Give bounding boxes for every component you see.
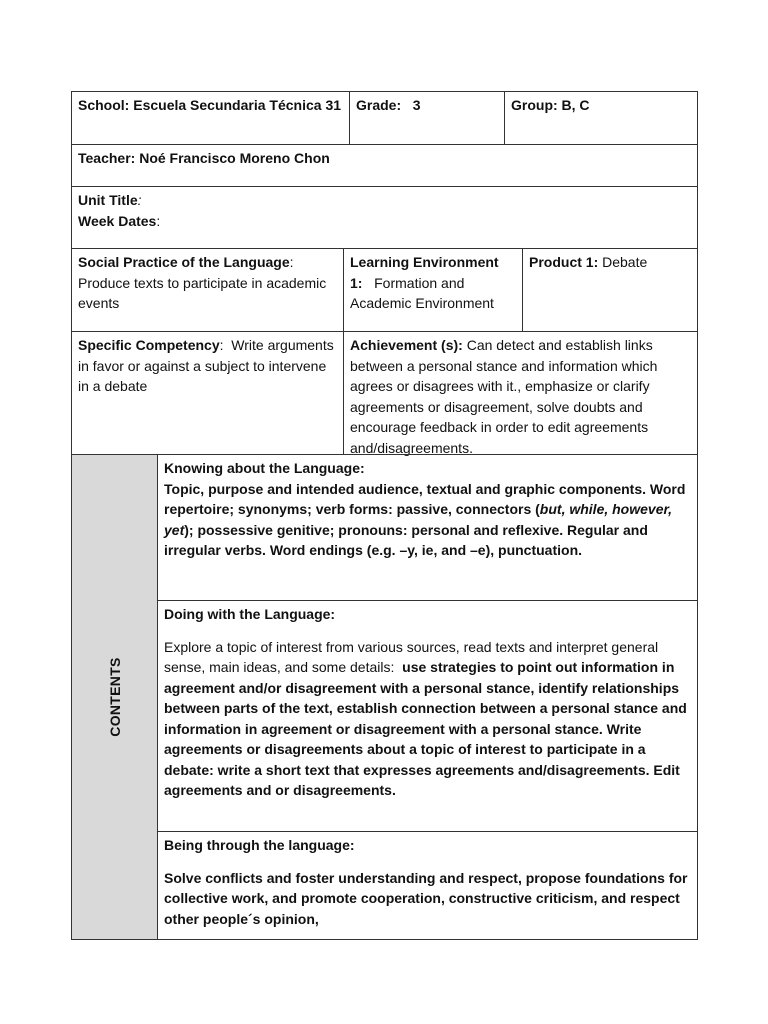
unit-title-label: Unit Title bbox=[78, 192, 138, 208]
group-label: Group: bbox=[511, 97, 558, 113]
specific-competency-text: Write arguments in favor or against a subject to intervene in a debate bbox=[78, 337, 334, 394]
knowing-text-part1: Topic, purpose and intended audience, textual and graphic components. Word repertoire; synonyms; verb forms: passive, connectors ( bbox=[164, 480, 686, 517]
grade-label: Grade: bbox=[356, 97, 402, 113]
specific-competency-cell bbox=[71, 331, 344, 455]
social-practice-colon: : bbox=[289, 254, 294, 270]
teacher-value: Noé Francisco Moreno Chon bbox=[139, 150, 330, 166]
being-title: Being through the language: bbox=[164, 837, 355, 853]
knowing-text-part2: ); possessive genitive; pronouns: personal and reflexive. Regular and irregular verbs. Word endings (e.g. –y, ie, and –e), punctuation. bbox=[164, 521, 648, 558]
school-value: Escuela Secundaria Técnica 31 bbox=[133, 97, 342, 113]
knowing-title: Knowing about the Language: bbox=[164, 460, 365, 476]
learning-environment-text: Formation and Academic Environment bbox=[350, 274, 494, 311]
social-practice-label: Social Practice of the Language bbox=[78, 254, 290, 270]
specific-competency-label: Specific Competency bbox=[78, 337, 220, 353]
being-cell bbox=[157, 831, 698, 940]
specific-competency-colon: : bbox=[219, 337, 224, 353]
contents-side-cell bbox=[71, 454, 158, 940]
grade-value: 3 bbox=[412, 97, 421, 113]
unit-week-cell bbox=[71, 186, 698, 249]
achievement-text: Can detect and establish links between a personal stance and information which agrees or disagrees with it., emphasize or clarify agreements or disagreement, solve doubts and encourage feedback in order to edit agreements and/disagreements. bbox=[350, 337, 658, 456]
achievement-label: Achievement (s): bbox=[350, 337, 463, 353]
contents-label: CONTENTS bbox=[106, 657, 123, 737]
group-cell bbox=[504, 91, 698, 145]
week-dates-label: Week Dates bbox=[78, 212, 157, 229]
doing-text-bold: use strategies to point out information in agreement and/or disagreement with a personal stance, identify relationships between parts of the text, establish connection between a personal stance and information in agreement or disagreement with a personal stance. Write agreements or disagreements about a topic of interest to participate in a debate: write a short text that expresses agreements and/disagreements. Edit agreements and or disagreements. bbox=[164, 659, 687, 798]
learning-environment-label: Learning Environment 1: bbox=[350, 254, 499, 291]
doing-cell bbox=[157, 600, 698, 832]
teacher-label: Teacher: bbox=[78, 150, 136, 166]
grade-cell bbox=[349, 91, 505, 145]
social-practice-cell bbox=[71, 248, 344, 332]
product-text: Debate bbox=[602, 254, 648, 270]
teacher-cell bbox=[71, 144, 698, 187]
knowing-cell bbox=[157, 454, 698, 601]
school-cell bbox=[71, 91, 350, 145]
achievement-cell bbox=[343, 331, 698, 455]
social-practice-text: Produce texts to participate in academic events bbox=[78, 274, 327, 311]
doing-title: Doing with the Language: bbox=[164, 606, 336, 622]
product-cell bbox=[522, 248, 698, 332]
week-dates-colon: : bbox=[156, 212, 161, 229]
doing-text-plain: Explore a topic of interest from various sources, read texts and interpret general sense, main ideas, and some details: bbox=[164, 638, 659, 675]
being-text: Solve conflicts and foster understanding and respect, propose foundations for collective work, and promote cooperation, constructive criticism, and respect other people´s opinion, bbox=[164, 869, 688, 927]
learning-environment-cell bbox=[343, 248, 523, 332]
school-label: School: bbox=[78, 97, 130, 113]
doing-body bbox=[164, 637, 691, 801]
product-label: Product 1: bbox=[529, 254, 599, 270]
knowing-body bbox=[164, 479, 691, 561]
group-value: B, C bbox=[561, 97, 590, 113]
knowing-connectors: but, while, however, yet bbox=[164, 501, 673, 538]
unit-title-colon: : bbox=[137, 192, 142, 208]
